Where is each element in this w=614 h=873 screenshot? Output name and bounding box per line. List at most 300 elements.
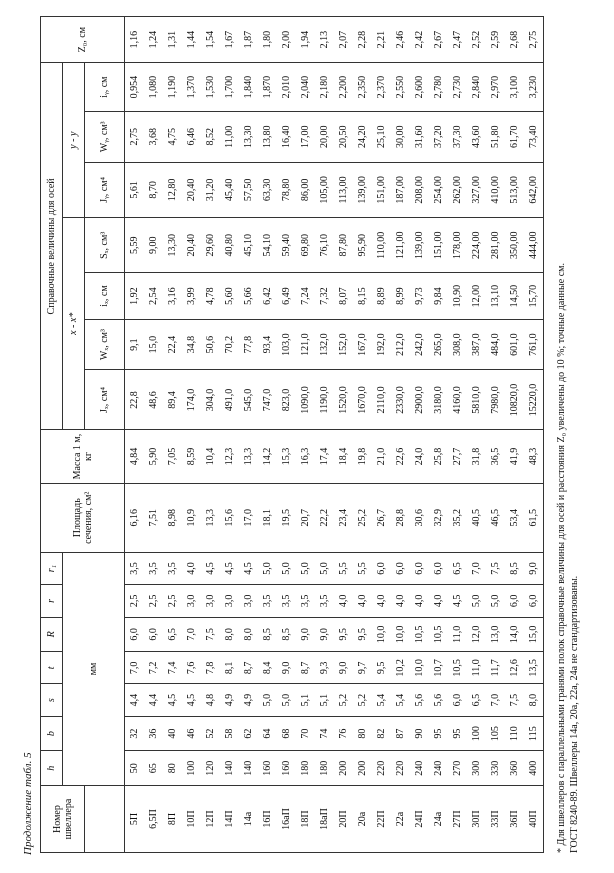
table-cell: 139,00 xyxy=(410,218,429,273)
table-cell: 51,80 xyxy=(486,111,505,162)
table-cell: 10,0 xyxy=(372,617,391,652)
table-cell: 2,5 xyxy=(125,585,145,617)
table-cell: 8,7 xyxy=(296,652,315,684)
table-cell: 30,6 xyxy=(410,483,429,552)
table-cell: 9,3 xyxy=(315,652,334,684)
table-cell: 5,61 xyxy=(125,162,145,217)
table-cell: 6,0 xyxy=(448,684,467,716)
channel-number-cell: 10П xyxy=(182,786,201,853)
table-cell: 10,5 xyxy=(410,617,429,652)
table-row xyxy=(334,17,353,853)
table-body xyxy=(125,17,544,853)
table-cell: 17,4 xyxy=(315,430,334,483)
table-cell: 12,6 xyxy=(505,652,524,684)
table-cell: 642,00 xyxy=(524,162,544,217)
table-cell: 7,0 xyxy=(182,617,201,652)
table-cell: 2,970 xyxy=(486,63,505,112)
table-cell: 78,80 xyxy=(277,162,296,217)
table-cell: 20,50 xyxy=(334,111,353,162)
header-area: Площадь сечения, см² xyxy=(41,483,125,552)
table-row xyxy=(258,17,277,853)
table-cell: 22,8 xyxy=(125,370,145,430)
table-row xyxy=(391,17,410,853)
table-cell: 400 xyxy=(524,751,544,786)
table-cell: 5,6 xyxy=(410,684,429,716)
table-cell: 9,7 xyxy=(353,652,372,684)
table-cell: 8,5 xyxy=(505,552,524,584)
table-cell: 12,3 xyxy=(220,430,239,483)
table-row xyxy=(524,17,544,853)
table-cell: 13,3 xyxy=(201,483,220,552)
table-cell: 167,0 xyxy=(353,319,372,370)
table-cell: 220 xyxy=(372,751,391,786)
table-cell: 6,0 xyxy=(372,552,391,584)
table-cell: 3,230 xyxy=(524,63,544,112)
table-cell: 4,0 xyxy=(410,585,429,617)
table-cell: 5,66 xyxy=(239,273,258,319)
table-cell: 95 xyxy=(429,716,448,751)
table-cell: 2,42 xyxy=(410,17,429,63)
table-cell: 9,0 xyxy=(277,652,296,684)
table-row xyxy=(163,17,182,853)
table-cell: 160 xyxy=(277,751,296,786)
table-cell: 21,0 xyxy=(372,430,391,483)
table-cell: 132,0 xyxy=(315,319,334,370)
header-reference-values: Справочные величины для осей xyxy=(41,63,63,430)
table-row xyxy=(505,17,524,853)
table-cell: 9,0 xyxy=(524,552,544,584)
header-Wy: Wᵧ, см³ xyxy=(85,111,125,162)
table-cell: 7,05 xyxy=(163,430,182,483)
table-cell: 3,5 xyxy=(125,552,145,584)
table-cell: 2,5 xyxy=(144,585,163,617)
table-cell: 25,8 xyxy=(429,430,448,483)
table-cell: 140 xyxy=(220,751,239,786)
table-cell: 5,4 xyxy=(372,684,391,716)
table-cell: 174,0 xyxy=(182,370,201,430)
table-cell: 10,9 xyxy=(182,483,201,552)
table-cell: 151,00 xyxy=(372,162,391,217)
table-cell: 7,2 xyxy=(144,652,163,684)
table-cell: 6,5 xyxy=(163,617,182,652)
table-cell: 8,07 xyxy=(334,273,353,319)
table-cell: 87,80 xyxy=(334,218,353,273)
table-cell: 444,00 xyxy=(524,218,544,273)
table-cell: 2,21 xyxy=(372,17,391,63)
table-cell: 58 xyxy=(220,716,239,751)
table-cell: 2,47 xyxy=(448,17,467,63)
header-R: R xyxy=(41,617,63,652)
table-cell: 76 xyxy=(334,716,353,751)
footnote-line-2: ГОСТ 8240-89. Швеллеры 14а, 20а, 22а, 24а не стандартизованы. xyxy=(569,575,580,853)
header-mm: мм xyxy=(63,552,125,785)
header-number-cont xyxy=(85,786,125,853)
table-cell: 5,60 xyxy=(220,273,239,319)
table-cell: 6,46 xyxy=(182,111,201,162)
table-cell: 281,00 xyxy=(486,218,505,273)
table-cell: 95,90 xyxy=(353,218,372,273)
channel-number-cell: 8П xyxy=(163,786,182,853)
table-cell: 61,5 xyxy=(524,483,544,552)
table-cell: 4,75 xyxy=(163,111,182,162)
table-cell: 90 xyxy=(410,716,429,751)
table-cell: 327,00 xyxy=(467,162,486,217)
table-cell: 12,0 xyxy=(467,617,486,652)
table-cell: 1,67 xyxy=(220,17,239,63)
table-cell: 308,0 xyxy=(448,319,467,370)
table-cell: 6,0 xyxy=(391,552,410,584)
table-cell: 1,080 xyxy=(144,63,163,112)
table-cell: 7,24 xyxy=(296,273,315,319)
table-cell: 2,5 xyxy=(163,585,182,617)
table-cell: 3,99 xyxy=(182,273,201,319)
channel-number-cell: 5П xyxy=(125,786,145,853)
table-cell: 3,68 xyxy=(144,111,163,162)
table-row xyxy=(486,17,505,853)
table-cell: 2,59 xyxy=(486,17,505,63)
table-cell: 10,0 xyxy=(410,652,429,684)
table-cell: 2,780 xyxy=(429,63,448,112)
table-cell: 103,0 xyxy=(277,319,296,370)
table-cell: 1,24 xyxy=(144,17,163,63)
table-cell: 105 xyxy=(486,716,505,751)
table-cell: 160 xyxy=(258,751,277,786)
table-cell: 360 xyxy=(505,751,524,786)
table-cell: 2,840 xyxy=(467,63,486,112)
table-cell: 140 xyxy=(239,751,258,786)
table-row xyxy=(239,17,258,853)
table-cell: 25,10 xyxy=(372,111,391,162)
table-cell: 15,0 xyxy=(144,319,163,370)
table-cell: 2,00 xyxy=(277,17,296,63)
table-cell: 105,00 xyxy=(315,162,334,217)
table-cell: 3,0 xyxy=(220,585,239,617)
table-cell: 5,5 xyxy=(353,552,372,584)
table-cell: 1090,0 xyxy=(296,370,315,430)
header-z0: Z₀, см xyxy=(41,17,125,63)
table-cell: 19,8 xyxy=(353,430,372,483)
table-cell: 4160,0 xyxy=(448,370,467,430)
table-cell: 6,0 xyxy=(125,617,145,652)
table-cell: 64 xyxy=(258,716,277,751)
table-cell: 1,92 xyxy=(125,273,145,319)
table-cell: 2,010 xyxy=(277,63,296,112)
table-cell: 12,80 xyxy=(163,162,182,217)
table-cell: 4,0 xyxy=(334,585,353,617)
table-cell: 262,00 xyxy=(448,162,467,217)
table-cell: 63,30 xyxy=(258,162,277,217)
table-cell: 3,5 xyxy=(144,552,163,584)
table-cell: 8,15 xyxy=(353,273,372,319)
table-cell: 10820,0 xyxy=(505,370,524,430)
table-cell: 22,2 xyxy=(315,483,334,552)
table-cell: 73,40 xyxy=(524,111,544,162)
table-cell: 2,180 xyxy=(315,63,334,112)
table-cell: 40,5 xyxy=(467,483,486,552)
table-cell: 5,1 xyxy=(296,684,315,716)
table-cell: 2,200 xyxy=(334,63,353,112)
table-cell: 10,5 xyxy=(429,617,448,652)
table-row xyxy=(467,17,486,853)
table-cell: 6,0 xyxy=(505,585,524,617)
channel-number-cell: 24П xyxy=(410,786,429,853)
table-cell: 7,0 xyxy=(467,552,486,584)
table-cell: 2900,0 xyxy=(410,370,429,430)
table-cell: 16,3 xyxy=(296,430,315,483)
table-cell: 410,00 xyxy=(486,162,505,217)
channel-number-cell: 30П xyxy=(467,786,486,853)
channel-number-cell: 40П xyxy=(524,786,544,853)
table-cell: 3,100 xyxy=(505,63,524,112)
table-cell: 87 xyxy=(391,716,410,751)
table-cell: 8,89 xyxy=(372,273,391,319)
table-cell: 17,0 xyxy=(239,483,258,552)
table-cell: 19,5 xyxy=(277,483,296,552)
table-cell: 3,0 xyxy=(239,585,258,617)
table-cell: 1,31 xyxy=(163,17,182,63)
header-axis-y: y - y xyxy=(63,63,85,218)
table-cell: 1,190 xyxy=(163,63,182,112)
table-cell: 1,87 xyxy=(239,17,258,63)
table-cell: 3,5 xyxy=(163,552,182,584)
table-cell: 10,90 xyxy=(448,273,467,319)
table-cell: 65 xyxy=(144,751,163,786)
table-cell: 4,0 xyxy=(372,585,391,617)
table-cell: 52 xyxy=(201,716,220,751)
table-cell: 270 xyxy=(448,751,467,786)
table-cell: 32 xyxy=(125,716,145,751)
table-cell: 4,4 xyxy=(144,684,163,716)
table-cell: 9,00 xyxy=(144,218,163,273)
table-cell: 3,16 xyxy=(163,273,182,319)
channel-number-cell: 18П xyxy=(296,786,315,853)
table-cell: 747,0 xyxy=(258,370,277,430)
table-cell: 300 xyxy=(467,751,486,786)
table-cell: 100 xyxy=(467,716,486,751)
table-cell: 15,6 xyxy=(220,483,239,552)
table-cell: 14,0 xyxy=(505,617,524,652)
table-cell: 1,54 xyxy=(201,17,220,63)
table-cell: 10,0 xyxy=(391,617,410,652)
table-cell: 20,40 xyxy=(182,162,201,217)
channel-number-cell: 22П xyxy=(372,786,391,853)
table-cell: 8,59 xyxy=(182,430,201,483)
table-cell: 48,6 xyxy=(144,370,163,430)
table-cell: 20,40 xyxy=(182,218,201,273)
table-cell: 3,5 xyxy=(277,585,296,617)
table-cell: 43,60 xyxy=(467,111,486,162)
table-cell: 5,4 xyxy=(391,684,410,716)
table-cell: 74 xyxy=(315,716,334,751)
table-cell: 4,0 xyxy=(182,552,201,584)
header-ix: iₓ, см xyxy=(85,273,125,319)
table-cell: 28,8 xyxy=(391,483,410,552)
table-cell: 4,5 xyxy=(182,684,201,716)
table-cell: 26,7 xyxy=(372,483,391,552)
table-cell: 240 xyxy=(410,751,429,786)
table-cell: 115 xyxy=(524,716,544,751)
table-cell: 5,2 xyxy=(353,684,372,716)
table-cell: 200 xyxy=(353,751,372,786)
header-mass: Масса 1 м, кг xyxy=(41,430,125,483)
table-cell: 1520,0 xyxy=(334,370,353,430)
table-cell: 1,370 xyxy=(182,63,201,112)
table-cell: 4,5 xyxy=(448,585,467,617)
table-cell: 36 xyxy=(144,716,163,751)
table-cell: 5,6 xyxy=(429,684,448,716)
table-cell: 491,0 xyxy=(220,370,239,430)
header-s: s xyxy=(41,684,63,716)
table-cell: 1,530 xyxy=(201,63,220,112)
table-cell: 3,0 xyxy=(201,585,220,617)
table-cell: 3,5 xyxy=(296,585,315,617)
table-cell: 8,5 xyxy=(258,617,277,652)
table-cell: 121,00 xyxy=(391,218,410,273)
table-cell: 12,00 xyxy=(467,273,486,319)
table-cell: 15220,0 xyxy=(524,370,544,430)
table-cell: 5,0 xyxy=(258,552,277,584)
table-cell: 59,40 xyxy=(277,218,296,273)
table-cell: 8,70 xyxy=(144,162,163,217)
table-cell: 8,99 xyxy=(391,273,410,319)
table-cell: 139,00 xyxy=(353,162,372,217)
table-cell: 151,00 xyxy=(429,218,448,273)
table-row xyxy=(144,17,163,853)
table-cell: 7,51 xyxy=(144,483,163,552)
table-cell: 1,870 xyxy=(258,63,277,112)
table-cell: 265,0 xyxy=(429,319,448,370)
table-cell: 2,13 xyxy=(315,17,334,63)
table-cell: 13,5 xyxy=(524,652,544,684)
table-cell: 121,0 xyxy=(296,319,315,370)
table-row xyxy=(201,17,220,853)
table-cell: 208,00 xyxy=(410,162,429,217)
table-cell: 110,00 xyxy=(372,218,391,273)
footnote-line-1: * Для швеллеров с параллельными гранями полок справочные величины для осей и расстояния Z₀ увеличены до 10 %; точные данные см. xyxy=(556,263,567,853)
channel-number-cell: 16П xyxy=(258,786,277,853)
table-cell: 4,8 xyxy=(201,684,220,716)
table-cell: 45,10 xyxy=(239,218,258,273)
table-cell: 7,5 xyxy=(505,684,524,716)
table-cell: 242,0 xyxy=(410,319,429,370)
table-cell: 6,5 xyxy=(448,552,467,584)
table-cell: 8,98 xyxy=(163,483,182,552)
table-cell: 30,00 xyxy=(391,111,410,162)
table-cell: 9,0 xyxy=(334,652,353,684)
table-cell: 31,60 xyxy=(410,111,429,162)
table-cell: 5,0 xyxy=(315,552,334,584)
table-cell: 3,5 xyxy=(315,585,334,617)
table-cell: 6,49 xyxy=(277,273,296,319)
table-cell: 7,4 xyxy=(163,652,182,684)
channel-number-cell: 33П xyxy=(486,786,505,853)
table-cell: 2,68 xyxy=(505,17,524,63)
table-cell: 152,0 xyxy=(334,319,353,370)
table-cell: 86,00 xyxy=(296,162,315,217)
table-cell: 6,5 xyxy=(467,684,486,716)
table-cell: 178,00 xyxy=(448,218,467,273)
table-cell: 7,5 xyxy=(486,552,505,584)
table-cell: 89,4 xyxy=(163,370,182,430)
table-cell: 41,9 xyxy=(505,430,524,483)
table-cell: 4,5 xyxy=(220,552,239,584)
channel-number-cell: 12П xyxy=(201,786,220,853)
table-cell: 11,0 xyxy=(448,617,467,652)
header-number: Номер швеллера xyxy=(41,786,85,853)
table-cell: 17,00 xyxy=(296,111,315,162)
table-cell: 15,70 xyxy=(524,273,544,319)
table-cell: 2330,0 xyxy=(391,370,410,430)
table-cell: 8,4 xyxy=(258,652,277,684)
table-cell: 40 xyxy=(163,716,182,751)
table-cell: 1,840 xyxy=(239,63,258,112)
table-cell: 20,00 xyxy=(315,111,334,162)
table-cell: 37,30 xyxy=(448,111,467,162)
table-cell: 46,5 xyxy=(486,483,505,552)
table-cell: 180 xyxy=(296,751,315,786)
header-b: b xyxy=(41,716,63,751)
table-row xyxy=(182,17,201,853)
table-cell: 7980,0 xyxy=(486,370,505,430)
table-cell: 9,0 xyxy=(315,617,334,652)
table-cell: 22,4 xyxy=(163,319,182,370)
table-cell: 8,0 xyxy=(524,684,544,716)
table-cell: 2,040 xyxy=(296,63,315,112)
table-cell: 8,52 xyxy=(201,111,220,162)
table-cell: 6,16 xyxy=(125,483,145,552)
table-row xyxy=(429,17,448,853)
header-Wx: Wₓ, см³ xyxy=(85,319,125,370)
table-cell: 10,4 xyxy=(201,430,220,483)
footnote xyxy=(555,13,581,853)
table-cell: 2,550 xyxy=(391,63,410,112)
table-cell: 9,5 xyxy=(334,617,353,652)
table-cell: 80 xyxy=(163,751,182,786)
table-cell: 1,94 xyxy=(296,17,315,63)
table-cell: 9,1 xyxy=(125,319,145,370)
table-cell: 2,370 xyxy=(372,63,391,112)
table-cell: 2,54 xyxy=(144,273,163,319)
table-cell: 484,0 xyxy=(486,319,505,370)
table-row xyxy=(353,17,372,853)
header-Jx: Jₓ, см⁴ xyxy=(85,370,125,430)
table-cell: 1,44 xyxy=(182,17,201,63)
table-cell: 11,0 xyxy=(467,652,486,684)
table-cell: 4,0 xyxy=(391,585,410,617)
table-cell: 37,20 xyxy=(429,111,448,162)
channel-properties-table xyxy=(40,16,544,853)
table-cell: 1,80 xyxy=(258,17,277,63)
table-cell: 68 xyxy=(277,716,296,751)
table-cell: 513,00 xyxy=(505,162,524,217)
table-cell: 9,5 xyxy=(372,652,391,684)
table-cell: 2,730 xyxy=(448,63,467,112)
table-cell: 13,10 xyxy=(486,273,505,319)
table-cell: 18,1 xyxy=(258,483,277,552)
table-cell: 10,5 xyxy=(448,652,467,684)
table-cell: 2110,0 xyxy=(372,370,391,430)
table-cell: 2,46 xyxy=(391,17,410,63)
table-cell: 7,5 xyxy=(201,617,220,652)
table-cell: 76,10 xyxy=(315,218,334,273)
table-cell: 69,80 xyxy=(296,218,315,273)
table-cell: 13,30 xyxy=(163,218,182,273)
table-cell: 4,0 xyxy=(353,585,372,617)
table-cell: 48,3 xyxy=(524,430,544,483)
continuation-label: Продолжение табл. 5 xyxy=(22,752,34,855)
table-cell: 2,75 xyxy=(125,111,145,162)
table-cell: 220 xyxy=(391,751,410,786)
